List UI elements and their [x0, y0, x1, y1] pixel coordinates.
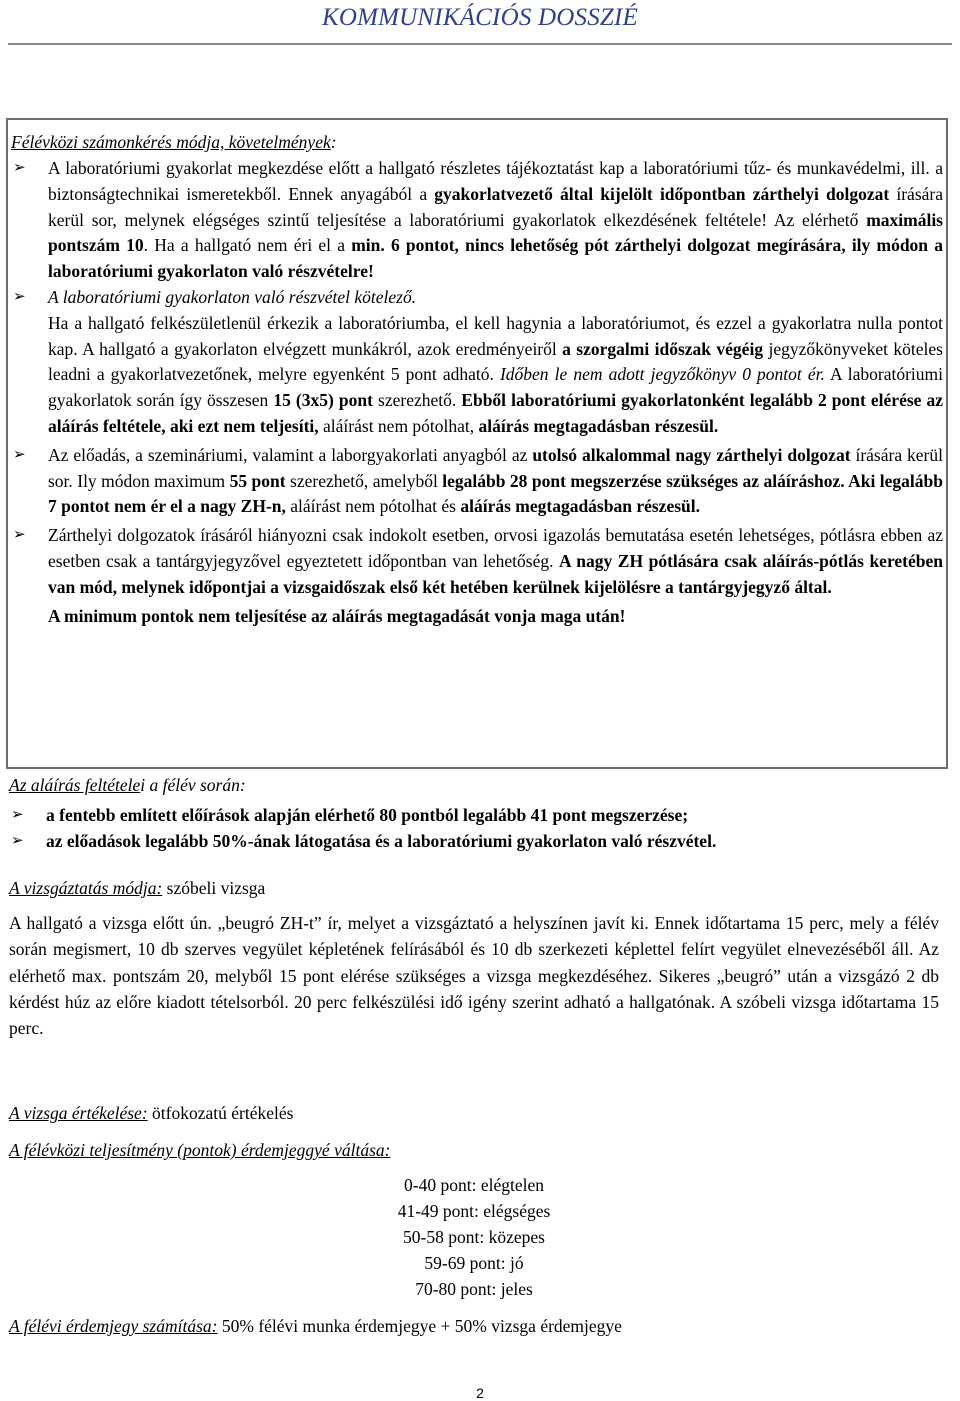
list-item: ➢ A laboratóriumi gyakorlat megkezdése előtt a hallgató részletes tájékoztatást kap a laboratóriumi tűz- és munkavédelmi, ill. a biztonságtechnikai ismeretekből. Ennek anyagából a gyakorlatvezető által kijelölt időpontban zárthelyi dolgozat írására kerül sor, melynek elégséges szintű teljesítése a laboratóriumi gyakorlatok elkezdésének feltétele! Az elérhető maximális pontszám 10. Ha a hallgató nem éri el a min. 6 pontot, nincs lehetőség pót zárthelyi dolgozat megírására, ily módon a laboratóriumi gyakorlaton való részvételre! [13, 158, 944, 282]
grade-row: 70-80 pont: jeles [415, 1278, 533, 1299]
arrow-bullet-icon: ➢ [11, 807, 24, 823]
final-grade-calculation: A félévi érdemjegy számítása: 50% félévi munka érdemjegye + 50% vizsga érdemjegye [9, 1316, 622, 1336]
exam-mode: A vizsgáztatás módja: szóbeli vizsga [9, 878, 266, 898]
grade-row: 41-49 pont: elégséges [397, 1200, 551, 1221]
header-title: KOMMUNIKÁCIÓS DOSSZIÉ [322, 4, 638, 31]
list-item: ➢ A laboratóriumi gyakorlaton való részvétel kötelező. [11, 285, 943, 311]
exam-evaluation: A vizsga értékelése: ötfokozatú értékelés [9, 1103, 294, 1123]
evaluation-section [9, 1101, 939, 1127]
signature-conditions [9, 771, 939, 855]
arrow-bullet-icon: ➢ [13, 446, 26, 463]
list-item-continuation: Ha a hallgató felkészületlenül érkezik a laboratóriumba, el kell hagynia a laboratóriumot, és ezzel a gyakorlatra nulla pontot kap. A hallgató a gyakorlaton elvégzett munkákról, azok eredményeiről a szorgalmi időszak végéig jegyzőkönyveket köteles leadni a gyakorlatvezetőnek, melyre egyenként 5 pont adható. Időben le nem adott jegyzőkönyv 0 pontot ér. A laboratóriumi gyakorlatok során így összesen 15 (3x5) pont szerezhető. Ebből laboratóriumi gyakorlatonként legalább 2 pont elérése az aláírás feltétele, aki ezt nem teljesíti, aláírást nem pótolhat, aláírás megtagadásban részesül. [48, 312, 944, 436]
grade-row: 50-58 pont: közepes [403, 1226, 545, 1247]
list-item: ➢ Az előadás, a szemináriumi, valamint a laborgyakorlati anyagból az utolsó alkalommal nagy zárthelyi dolgozat írására kerül sor. Ily módon maximum 55 pont szerezhető, amelyből legalább 28 pont megszerzése szükséges az aláíráshoz. Aki legalább 7 pontot nem ér el a nagy ZH-n, aláírást nem pótolhat és aláírás megtagadásban részesül. [13, 444, 943, 517]
list-item: ➢ Zárthelyi dolgozatok írásáról hiányozni csak indokolt esetben, orvosi igazolás bemutatása esetén lehetséges, pótlásra ebben az esetben csak a tantárgyjegyzővel egyeztetett időpontban van lehetőség. A nagy ZH pótlására csak aláírás-pótlás keretében van mód, melynek időpontjai a vizsgaidőszak első két hetében kerülnek kijelölésre a tantárgyjegyző által. [13, 525, 943, 597]
arrow-bullet-icon: ➢ [13, 527, 26, 544]
grade-table [9, 1172, 939, 1302]
final-grade-section [9, 1314, 939, 1340]
grade-row: 0-40 pont: elégtelen [404, 1174, 544, 1195]
arrow-bullet-icon: ➢ [11, 832, 24, 849]
grade-row: 59-69 pont: jó [424, 1252, 524, 1273]
conversion-section [9, 1138, 939, 1302]
requirements-heading: Félévközi számonkérés módja, követelmények: [11, 132, 337, 152]
list-item: ➢ az előadások legalább 50%-ának látogatása és a laboratóriumi gyakorlaton való részvétel. [9, 829, 939, 855]
exam-section [9, 876, 939, 1042]
requirements-box [6, 118, 948, 769]
arrow-bullet-icon: ➢ [13, 160, 26, 176]
conversion-heading: A félévközi teljesítmény (pontok) érdemjeggyé váltása: [9, 1140, 391, 1160]
closing-note: A minimum pontok nem teljesítése az aláírás megtagadását vonja maga után! [48, 605, 626, 626]
signature-heading: Az aláírás feltételei a félév során: [9, 775, 246, 795]
page-number: 2 [476, 1385, 484, 1401]
arrow-bullet-icon: ➢ [13, 288, 26, 305]
list-item: ➢ a fentebb említett előírások alapján elérhető 80 pontból legalább 41 pont megszerzése; [9, 803, 939, 829]
exam-description: A hallgató a vizsga előtt ún. „beugró ZH-t” ír, melyet a vizsgáztató a helyszínen javít ki. Ennek időtartama 15 perc, mely a félév során megismert, 10 db szerves vegyület képletének felírásából és 10 db szerkezeti képlettel felírt vegyület elnevezéséből áll. Az elérhető max. pontszám 20, melyből 15 pont elérése szükséges a vizsga megkezdéséhez. Sikeres „beugró” után a vizsgázó 2 db kérdést húz az előre kiadott tételsorból. 20 perc felkészülési idő igény szerint adható a hallgatónak. A szóbeli vizsga időtartama 15 perc. [9, 912, 939, 1039]
header-divider [8, 43, 952, 45]
